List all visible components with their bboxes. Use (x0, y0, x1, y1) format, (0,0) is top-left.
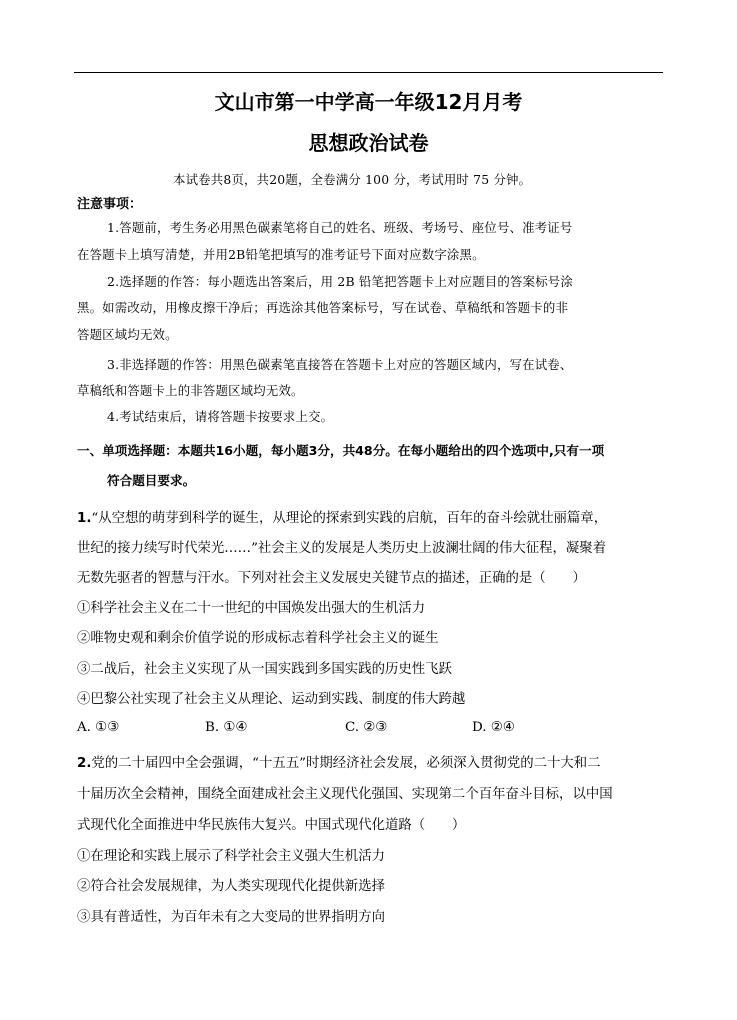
question-2-stem-line: 十届历次全会精神，围绕全面建成社会主义现代化强国、实现第二个百年奋斗目标，以中国 (77, 787, 613, 802)
exam-title: 文山市第一中学高一年级12月月考 (214, 90, 523, 114)
question-1-stem-line: 无数先驱者的智慧与汗水。下列对社会主义发展史关键节点的描述，正确的是（ ） (77, 571, 586, 586)
question-1-number: 1. (77, 511, 92, 526)
section-heading: 一、单项选择题：本题共16小题，每小题3分，共48分。在每小题给出的四个选项中,只有一项 (77, 443, 605, 458)
notes-heading: 注意事项： (77, 197, 143, 212)
note-line: 黑。如需改动，用橡皮擦干净后；再选涂其他答案标号，写在试卷、草稿纸和答题卡的非 (77, 300, 569, 315)
question-1-statement: ①科学社会主义在二十一世纪的中国焕发出强大的生机活力 (77, 601, 426, 616)
header-rule (74, 72, 663, 73)
exam-info: 本试卷共8页，共20题，全卷满分 100 分，考试用时 75 分钟。 (173, 172, 532, 187)
option-b[interactable]: B. ①④ (205, 720, 248, 735)
option-a[interactable]: A. ①③ (77, 720, 120, 735)
option-d[interactable]: D. ②④ (472, 720, 515, 735)
question-1-options (0, 720, 737, 740)
note-line: 2.选择题的作答：每小题选出答案后，用 2B 铅笔把答题卡上对应题目的答案标号涂 (107, 274, 573, 289)
question-2-stem-line: 式现代化全面推进中华民族伟大复兴。中国式现代化道路（ ） (77, 818, 466, 833)
note-line: 1.答题前，考生务必用黑色碳素笔将自己的姓名、班级、考场号、座位号、准考证号 (107, 220, 573, 235)
question-1-stem-line: 世纪的接力续写时代荣光……”社会主义的发展是人类历史上波澜壮阔的伟大征程，凝聚着 (77, 541, 607, 556)
exam-subject: 思想政治试卷 (308, 131, 429, 155)
question-2-number: 2. (77, 756, 92, 771)
question-2-statement: ③具有普适性，为百年未有之大变局的世界指明方向 (77, 910, 385, 925)
question-1-statement: ④巴黎公社实现了社会主义从理论、运动到实践、制度的伟大跨越 (77, 692, 466, 707)
question-2-stem-line: 2.党的二十届四中全会强调，“十五五”时期经济社会发展，必须深入贯彻党的二十大和二 (77, 756, 601, 771)
question-1-statement: ②唯物史观和剩余价值学说的形成标志着科学社会主义的诞生 (77, 631, 439, 646)
note-line: 在答题卡上填写清楚，并用2B铅笔把填写的准考证号下面对应数字涂黑。 (77, 247, 485, 262)
note-line: 草稿纸和答题卡上的非答题区域均无效。 (77, 383, 304, 398)
question-2-statement: ②符合社会发展规律，为人类实现现代化提供新选择 (77, 879, 385, 894)
question-1-stem-line: 1.“从空想的萌芽到科学的诞生，从理论的探索到实践的启航，百年的奋斗绘就壮丽篇章， (77, 511, 608, 526)
note-line: 3.非选择题的作答：用黑色碳素笔直接答在答题卡上对应的答题区域内，写在试卷、 (107, 357, 573, 372)
note-line: 4.考试结束后，请将答题卡按要求上交。 (107, 409, 334, 424)
question-1-statement: ③二战后，社会主义实现了从一国实践到多国实践的历史性飞跃 (77, 662, 452, 677)
section-heading-cont: 符合题目要求。 (107, 473, 196, 488)
option-c[interactable]: C. ②③ (345, 720, 388, 735)
question-2-statement: ①在理论和实践上展示了科学社会主义强大生机活力 (77, 849, 385, 864)
note-line: 答题区域均无效。 (77, 327, 178, 342)
